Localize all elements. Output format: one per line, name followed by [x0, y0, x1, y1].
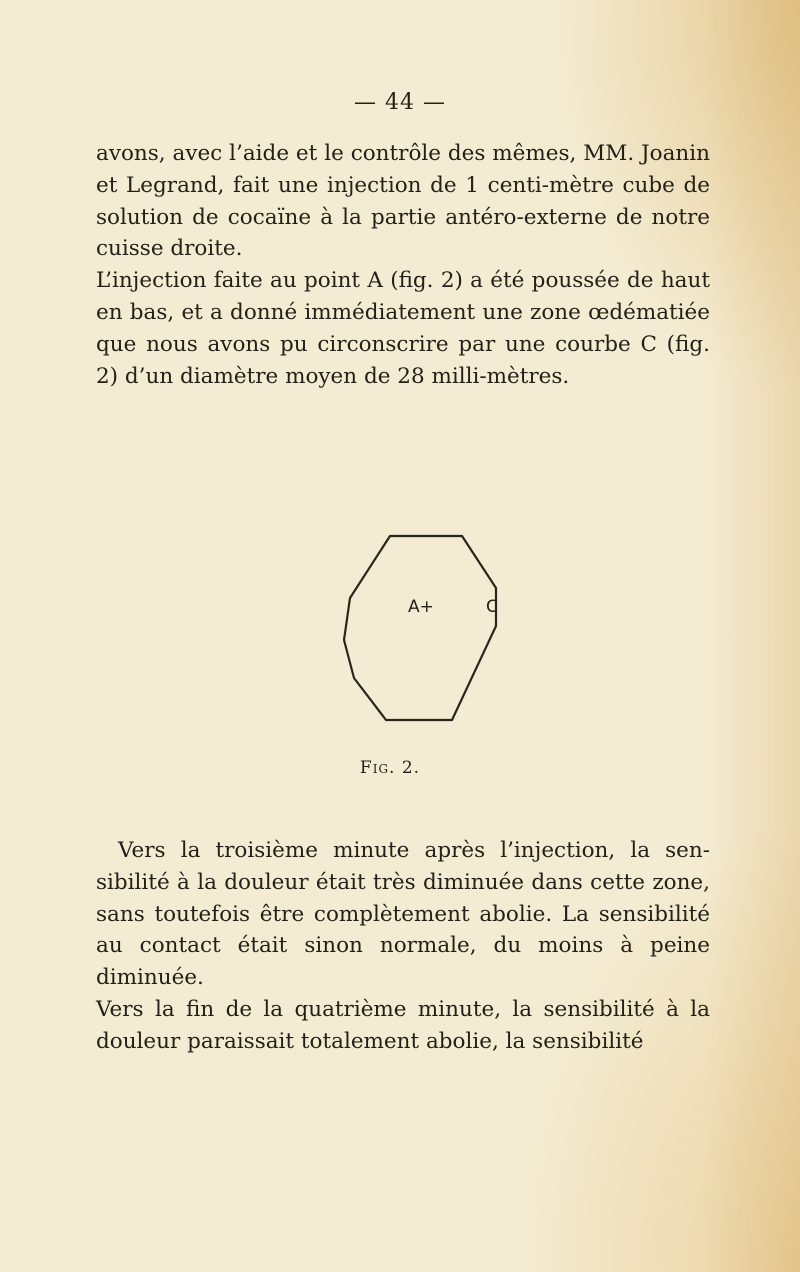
paragraph-1: avons, avec l’aide et le contrôle des mêmes, MM. Joanin et Legrand, fait une injection de 1 centi-mètre cube de solution de cocaïne à la partie antéro-externe de notre cuisse droite.	[96, 141, 710, 262]
oedema-zone-curve	[300, 530, 550, 760]
figure-caption: Fig. 2.	[359, 758, 421, 778]
page-number: — 44 —	[354, 90, 446, 115]
paragraph-4: Vers la fin de la quatrième minute, la sensibilité à la douleur paraissait totalement abolie, la sensibilité	[96, 996, 710, 1054]
text-block-top	[96, 138, 710, 392]
paragraph-2: L’injection faite au point A (fig. 2) a été poussée de haut en bas, et a donné immédiatement une zone œdématiée que nous avons pu circonscrire par une courbe C (fig. 2) d’un diamètre moyen de 28 milli-mètres.	[96, 268, 710, 389]
point-a-label: A+	[408, 597, 434, 617]
paragraph-3: Vers la troisième minute après l’injection, la sen-sibilité à la douleur était très diminuée dans cette zone, sans toutefois être complètement abolie. La sensibilité au contact était sinon normale, du moins à peine diminuée.	[96, 838, 710, 991]
curve-c-label: C	[486, 597, 498, 617]
text-block-bottom	[96, 835, 710, 1058]
